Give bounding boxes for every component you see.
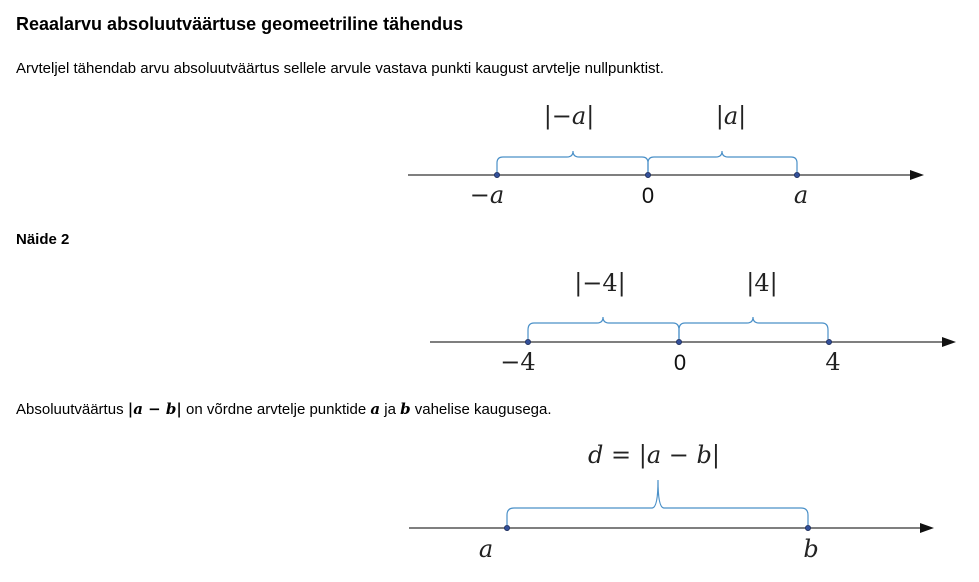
statement-text-middle: on võrdne arvtelje punktide [181,401,371,418]
tick-label-4: 4 [825,348,841,376]
tick-label-a: a [793,181,809,209]
brace-label-right: |a| [715,102,747,130]
point-b [805,525,810,530]
tick-label-zero: 0 [641,183,655,208]
brace-label-left: |−a| [543,102,595,130]
example-heading: Näide 2 [16,231,70,248]
statement-formula: |a − b| [127,400,182,418]
statement-var-a: a [370,400,381,418]
brace-distance [507,480,808,525]
brace-label-left: |−4| [574,269,626,297]
tick-label-minus-a: −a [469,181,505,209]
statement-text-after: vahelise kaugusega. [410,401,552,418]
tick-label-zero: 0 [673,350,687,375]
point-a [504,525,509,530]
tick-label-b: b [803,535,819,563]
statement-var-b: b [400,400,411,418]
page-title: Reaalarvu absoluutväärtuse geomeetriline tähendus [16,14,464,34]
statement-text-and: ja [380,401,401,418]
brace-label-distance: d = |a − b| [588,441,720,469]
tick-label-a: a [478,535,494,563]
tick-label-minus-4: −4 [500,348,536,376]
axis-arrow-icon [920,523,934,533]
intro-paragraph: Arvteljel tähendab arvu absoluutväärtus sellele arvule vastava punkti kaugust arvtelje nullpunktist. [16,60,664,77]
statement-text-before: Absoluutväärtus [16,401,128,418]
brace-label-right: |4| [746,269,778,297]
